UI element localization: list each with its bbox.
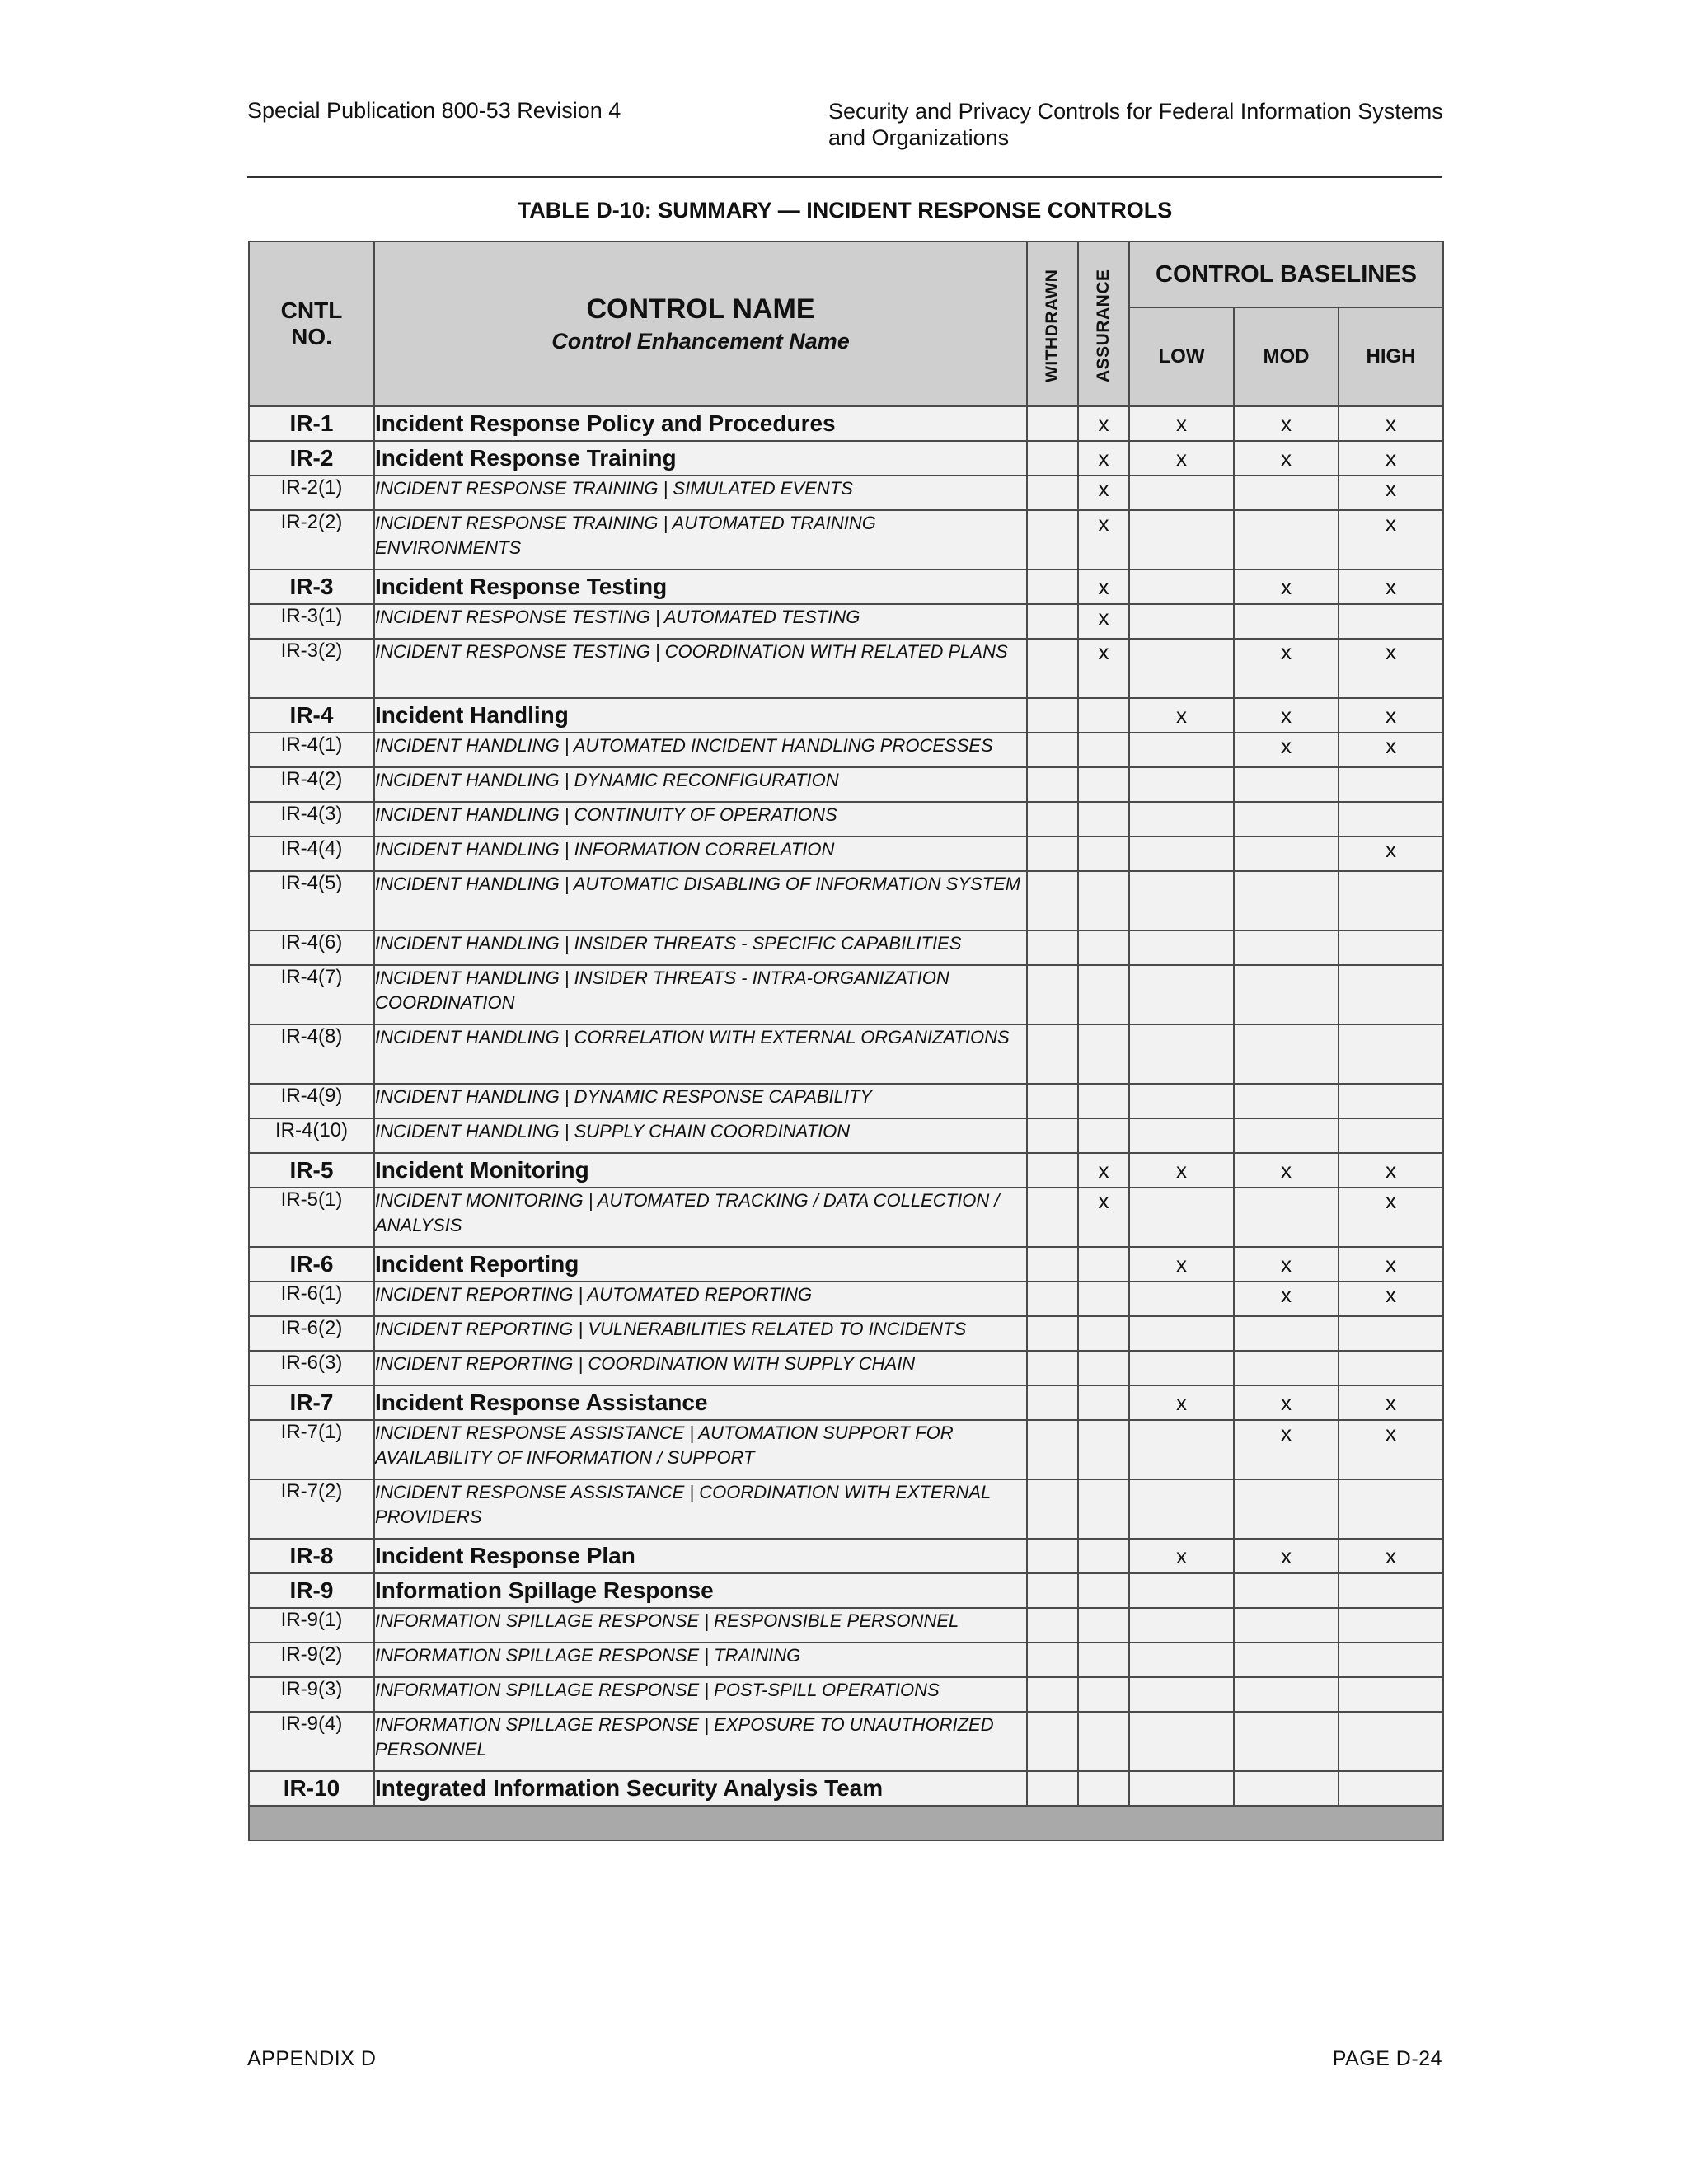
low-cell xyxy=(1129,1608,1234,1643)
low-cell xyxy=(1129,1479,1234,1539)
low-cell xyxy=(1129,476,1234,510)
control-row xyxy=(249,441,1443,476)
enhancement-row xyxy=(249,1118,1443,1153)
withdrawn-label: WITHDRAWN xyxy=(1043,269,1062,382)
control-name: Incident Reporting xyxy=(374,1247,1027,1282)
high-cell xyxy=(1339,1771,1443,1806)
low-cell xyxy=(1129,1643,1234,1677)
low-cell xyxy=(1129,837,1234,871)
control-id: IR-7(2) xyxy=(249,1479,374,1539)
mod-cell xyxy=(1234,1771,1339,1806)
low-cell xyxy=(1129,930,1234,965)
enhancement-name: INCIDENT MONITORING | AUTOMATED TRACKING / DATA COLLECTION / ANALYSIS xyxy=(374,1188,1027,1247)
table-title: TABLE D-10: SUMMARY — INCIDENT RESPONSE CONTROLS xyxy=(517,198,1173,223)
enhancement-row xyxy=(249,1643,1443,1677)
assurance-cell: x xyxy=(1078,1188,1129,1247)
enhancement-row xyxy=(249,510,1443,569)
control-row xyxy=(249,1573,1443,1608)
assurance-cell xyxy=(1078,837,1129,871)
assurance-cell xyxy=(1078,965,1129,1024)
withdrawn-cell xyxy=(1027,802,1078,837)
mod-cell xyxy=(1234,604,1339,639)
assurance-cell xyxy=(1078,767,1129,802)
mod-cell xyxy=(1234,767,1339,802)
mod-cell: x xyxy=(1234,1153,1339,1188)
control-name: Incident Response Testing xyxy=(374,569,1027,604)
control-name: Incident Handling xyxy=(374,698,1027,733)
high-cell: x xyxy=(1339,406,1443,441)
low-cell: x xyxy=(1129,441,1234,476)
enhancement-row xyxy=(249,1188,1443,1247)
low-cell xyxy=(1129,1282,1234,1316)
assurance-cell xyxy=(1078,698,1129,733)
high-cell: x xyxy=(1339,510,1443,569)
assurance-label: ASSURANCE xyxy=(1094,269,1113,382)
control-row xyxy=(249,406,1443,441)
enhancement-row xyxy=(249,1316,1443,1351)
enhancement-name: INCIDENT HANDLING | AUTOMATED INCIDENT HANDLING PROCESSES xyxy=(374,733,1027,767)
mod-cell xyxy=(1234,930,1339,965)
enhancement-name: INCIDENT RESPONSE ASSISTANCE | COORDINATION WITH EXTERNAL PROVIDERS xyxy=(374,1479,1027,1539)
high-cell xyxy=(1339,1351,1443,1385)
control-name: Integrated Information Security Analysis Team xyxy=(374,1771,1027,1806)
control-id: IR-2 xyxy=(249,441,374,476)
enhancement-row xyxy=(249,930,1443,965)
high-cell: x xyxy=(1339,476,1443,510)
high-cell: x xyxy=(1339,569,1443,604)
low-cell xyxy=(1129,965,1234,1024)
mod-cell xyxy=(1234,476,1339,510)
control-id: IR-1 xyxy=(249,406,374,441)
assurance-cell xyxy=(1078,1420,1129,1479)
control-name: Incident Response Assistance xyxy=(374,1385,1027,1420)
high-cell: x xyxy=(1339,1282,1443,1316)
assurance-cell xyxy=(1078,1024,1129,1084)
withdrawn-cell xyxy=(1027,406,1078,441)
high-cell xyxy=(1339,767,1443,802)
withdrawn-cell xyxy=(1027,1479,1078,1539)
assurance-cell xyxy=(1078,1677,1129,1712)
assurance-cell xyxy=(1078,1771,1129,1806)
control-id: IR-9(1) xyxy=(249,1608,374,1643)
column-header-control-baselines: CONTROL BASELINES xyxy=(1129,241,1443,307)
control-id: IR-6 xyxy=(249,1247,374,1282)
control-row xyxy=(249,1385,1443,1420)
control-id: IR-9(3) xyxy=(249,1677,374,1712)
assurance-cell xyxy=(1078,1643,1129,1677)
header-document-title xyxy=(828,98,1471,151)
header-divider xyxy=(247,176,1442,178)
low-cell: x xyxy=(1129,698,1234,733)
withdrawn-cell xyxy=(1027,510,1078,569)
control-id: IR-10 xyxy=(249,1771,374,1806)
enhancement-row xyxy=(249,871,1443,930)
column-header-assurance xyxy=(1078,241,1129,406)
enhancement-row xyxy=(249,965,1443,1024)
assurance-cell xyxy=(1078,1573,1129,1608)
assurance-cell xyxy=(1078,1712,1129,1771)
control-name-label: CONTROL NAME xyxy=(586,293,815,325)
assurance-cell: x xyxy=(1078,569,1129,604)
low-cell xyxy=(1129,733,1234,767)
low-cell xyxy=(1129,871,1234,930)
control-id: IR-4(6) xyxy=(249,930,374,965)
control-row xyxy=(249,569,1443,604)
enhancement-name: INCIDENT RESPONSE ASSISTANCE | AUTOMATION SUPPORT FOR AVAILABILITY OF INFORMATION / SUPPORT xyxy=(374,1420,1027,1479)
assurance-cell: x xyxy=(1078,406,1129,441)
enhancement-name: INCIDENT REPORTING | AUTOMATED REPORTING xyxy=(374,1282,1027,1316)
high-cell xyxy=(1339,1573,1443,1608)
assurance-cell xyxy=(1078,1479,1129,1539)
high-cell xyxy=(1339,1316,1443,1351)
control-id: IR-5 xyxy=(249,1153,374,1188)
mod-cell: x xyxy=(1234,639,1339,698)
mod-cell: x xyxy=(1234,733,1339,767)
mod-cell xyxy=(1234,1479,1339,1539)
mod-cell xyxy=(1234,1188,1339,1247)
mod-cell xyxy=(1234,1084,1339,1118)
mod-cell xyxy=(1234,1677,1339,1712)
mod-cell: x xyxy=(1234,406,1339,441)
control-row xyxy=(249,1153,1443,1188)
enhancement-row xyxy=(249,1677,1443,1712)
enhancement-name: INCIDENT HANDLING | AUTOMATIC DISABLING OF INFORMATION SYSTEM xyxy=(374,871,1027,930)
enhancement-name: INCIDENT RESPONSE TRAINING | SIMULATED EVENTS xyxy=(374,476,1027,510)
cntl-label-line1: CNTL xyxy=(280,298,343,323)
column-header-mod: MOD xyxy=(1234,307,1339,406)
low-cell xyxy=(1129,767,1234,802)
withdrawn-cell xyxy=(1027,639,1078,698)
control-name: Incident Monitoring xyxy=(374,1153,1027,1188)
controls-table xyxy=(248,241,1444,1841)
low-cell xyxy=(1129,1188,1234,1247)
withdrawn-cell xyxy=(1027,1351,1078,1385)
control-name: Incident Response Training xyxy=(374,441,1027,476)
withdrawn-cell xyxy=(1027,441,1078,476)
mod-cell xyxy=(1234,1024,1339,1084)
withdrawn-cell xyxy=(1027,1024,1078,1084)
assurance-cell: x xyxy=(1078,604,1129,639)
table-footer-bar xyxy=(249,1806,1443,1840)
mod-cell: x xyxy=(1234,1420,1339,1479)
control-row xyxy=(249,698,1443,733)
high-cell: x xyxy=(1339,1153,1443,1188)
control-id: IR-4 xyxy=(249,698,374,733)
high-cell xyxy=(1339,871,1443,930)
withdrawn-cell xyxy=(1027,1188,1078,1247)
control-id: IR-9(4) xyxy=(249,1712,374,1771)
low-cell xyxy=(1129,802,1234,837)
mod-cell xyxy=(1234,837,1339,871)
withdrawn-cell xyxy=(1027,767,1078,802)
assurance-cell xyxy=(1078,1247,1129,1282)
assurance-cell: x xyxy=(1078,441,1129,476)
mod-cell xyxy=(1234,1573,1339,1608)
high-cell xyxy=(1339,1677,1443,1712)
enhancement-row xyxy=(249,767,1443,802)
low-cell xyxy=(1129,1712,1234,1771)
mod-cell xyxy=(1234,1351,1339,1385)
low-cell: x xyxy=(1129,1385,1234,1420)
withdrawn-cell xyxy=(1027,733,1078,767)
withdrawn-cell xyxy=(1027,1153,1078,1188)
high-cell xyxy=(1339,802,1443,837)
control-id: IR-4(4) xyxy=(249,837,374,871)
mod-cell: x xyxy=(1234,569,1339,604)
assurance-cell xyxy=(1078,1385,1129,1420)
withdrawn-cell xyxy=(1027,1573,1078,1608)
control-id: IR-4(1) xyxy=(249,733,374,767)
control-id: IR-3 xyxy=(249,569,374,604)
table-footer-cell xyxy=(249,1806,1443,1840)
high-cell xyxy=(1339,1118,1443,1153)
enhancement-row xyxy=(249,639,1443,698)
mod-cell xyxy=(1234,965,1339,1024)
high-cell: x xyxy=(1339,441,1443,476)
high-cell: x xyxy=(1339,1385,1443,1420)
enhancement-name: INFORMATION SPILLAGE RESPONSE | EXPOSURE TO UNAUTHORIZED PERSONNEL xyxy=(374,1712,1027,1771)
assurance-cell: x xyxy=(1078,639,1129,698)
withdrawn-cell xyxy=(1027,1677,1078,1712)
enhancement-name: INFORMATION SPILLAGE RESPONSE | POST-SPILL OPERATIONS xyxy=(374,1677,1027,1712)
control-id: IR-4(2) xyxy=(249,767,374,802)
control-row xyxy=(249,1539,1443,1573)
enhancement-row xyxy=(249,1024,1443,1084)
control-id: IR-6(3) xyxy=(249,1351,374,1385)
enhancement-row xyxy=(249,1084,1443,1118)
mod-cell xyxy=(1234,802,1339,837)
low-cell: x xyxy=(1129,406,1234,441)
control-id: IR-3(1) xyxy=(249,604,374,639)
control-id: IR-6(1) xyxy=(249,1282,374,1316)
withdrawn-cell xyxy=(1027,1539,1078,1573)
cntl-label-line2: NO. xyxy=(291,324,332,349)
high-cell: x xyxy=(1339,733,1443,767)
mod-cell xyxy=(1234,1118,1339,1153)
high-cell: x xyxy=(1339,1539,1443,1573)
enhancement-name: INCIDENT REPORTING | VULNERABILITIES RELATED TO INCIDENTS xyxy=(374,1316,1027,1351)
control-row xyxy=(249,1247,1443,1282)
enhancement-name: INCIDENT HANDLING | CORRELATION WITH EXTERNAL ORGANIZATIONS xyxy=(374,1024,1027,1084)
withdrawn-cell xyxy=(1027,1608,1078,1643)
control-id: IR-9(2) xyxy=(249,1643,374,1677)
mod-cell: x xyxy=(1234,1539,1339,1573)
withdrawn-cell xyxy=(1027,1118,1078,1153)
control-name: Incident Response Policy and Procedures xyxy=(374,406,1027,441)
high-cell: x xyxy=(1339,698,1443,733)
low-cell xyxy=(1129,1677,1234,1712)
low-cell xyxy=(1129,1024,1234,1084)
enhancement-name: INCIDENT RESPONSE TESTING | COORDINATION WITH RELATED PLANS xyxy=(374,639,1027,698)
control-id: IR-2(2) xyxy=(249,510,374,569)
mod-cell: x xyxy=(1234,1247,1339,1282)
enhancement-name: INCIDENT REPORTING | COORDINATION WITH SUPPLY CHAIN xyxy=(374,1351,1027,1385)
header-title-line1: Security and Privacy Controls for Federal Information Systems xyxy=(828,99,1443,124)
control-id: IR-3(2) xyxy=(249,639,374,698)
high-cell xyxy=(1339,1479,1443,1539)
assurance-cell xyxy=(1078,733,1129,767)
withdrawn-cell xyxy=(1027,569,1078,604)
enhancement-name: INCIDENT HANDLING | DYNAMIC RESPONSE CAPABILITY xyxy=(374,1084,1027,1118)
high-cell xyxy=(1339,930,1443,965)
withdrawn-cell xyxy=(1027,1771,1078,1806)
high-cell xyxy=(1339,1084,1443,1118)
table-body xyxy=(249,406,1443,1840)
assurance-cell: x xyxy=(1078,510,1129,569)
column-header-low: LOW xyxy=(1129,307,1234,406)
withdrawn-cell xyxy=(1027,1084,1078,1118)
high-cell: x xyxy=(1339,1188,1443,1247)
high-cell xyxy=(1339,1608,1443,1643)
high-cell xyxy=(1339,1712,1443,1771)
mod-cell: x xyxy=(1234,1282,1339,1316)
low-cell xyxy=(1129,1420,1234,1479)
control-row xyxy=(249,1771,1443,1806)
low-cell xyxy=(1129,1084,1234,1118)
assurance-cell: x xyxy=(1078,476,1129,510)
control-id: IR-2(1) xyxy=(249,476,374,510)
low-cell: x xyxy=(1129,1539,1234,1573)
withdrawn-cell xyxy=(1027,871,1078,930)
high-cell xyxy=(1339,604,1443,639)
enhancement-row xyxy=(249,1479,1443,1539)
assurance-cell xyxy=(1078,871,1129,930)
control-id: IR-7 xyxy=(249,1385,374,1420)
control-id: IR-5(1) xyxy=(249,1188,374,1247)
mod-cell: x xyxy=(1234,698,1339,733)
withdrawn-cell xyxy=(1027,837,1078,871)
enhancement-name: INFORMATION SPILLAGE RESPONSE | RESPONSIBLE PERSONNEL xyxy=(374,1608,1027,1643)
enhancement-name: INCIDENT HANDLING | INFORMATION CORRELATION xyxy=(374,837,1027,871)
assurance-cell xyxy=(1078,1539,1129,1573)
table-header-row xyxy=(249,241,1443,307)
low-cell xyxy=(1129,639,1234,698)
enhancement-row xyxy=(249,1282,1443,1316)
low-cell xyxy=(1129,569,1234,604)
enhancement-name: INCIDENT HANDLING | INSIDER THREATS - INTRA-ORGANIZATION COORDINATION xyxy=(374,965,1027,1024)
control-name: Incident Response Plan xyxy=(374,1539,1027,1573)
mod-cell xyxy=(1234,1608,1339,1643)
control-id: IR-4(8) xyxy=(249,1024,374,1084)
withdrawn-cell xyxy=(1027,476,1078,510)
low-cell: x xyxy=(1129,1247,1234,1282)
withdrawn-cell xyxy=(1027,1385,1078,1420)
enhancement-row xyxy=(249,733,1443,767)
enhancement-row xyxy=(249,1608,1443,1643)
control-id: IR-8 xyxy=(249,1539,374,1573)
low-cell xyxy=(1129,1118,1234,1153)
mod-cell: x xyxy=(1234,441,1339,476)
enhancement-row xyxy=(249,802,1443,837)
column-header-withdrawn xyxy=(1027,241,1078,406)
footer-page-number: PAGE D-24 xyxy=(1332,2047,1442,2070)
enhancement-name: INCIDENT HANDLING | INSIDER THREATS - SPECIFIC CAPABILITIES xyxy=(374,930,1027,965)
low-cell xyxy=(1129,1771,1234,1806)
assurance-cell: x xyxy=(1078,1153,1129,1188)
assurance-cell xyxy=(1078,802,1129,837)
assurance-cell xyxy=(1078,930,1129,965)
assurance-cell xyxy=(1078,1316,1129,1351)
control-name: Information Spillage Response xyxy=(374,1573,1027,1608)
control-id: IR-4(7) xyxy=(249,965,374,1024)
enhancement-row xyxy=(249,604,1443,639)
footer-appendix: APPENDIX D xyxy=(247,2047,377,2070)
mod-cell xyxy=(1234,510,1339,569)
withdrawn-cell xyxy=(1027,1420,1078,1479)
control-id: IR-6(2) xyxy=(249,1316,374,1351)
enhancement-row xyxy=(249,1712,1443,1771)
enhancement-row xyxy=(249,1351,1443,1385)
header-publication: Special Publication 800-53 Revision 4 xyxy=(247,98,621,123)
assurance-cell xyxy=(1078,1118,1129,1153)
control-id: IR-4(9) xyxy=(249,1084,374,1118)
assurance-cell xyxy=(1078,1608,1129,1643)
control-id: IR-4(10) xyxy=(249,1118,374,1153)
enhancement-name: INCIDENT RESPONSE TESTING | AUTOMATED TESTING xyxy=(374,604,1027,639)
withdrawn-cell xyxy=(1027,1643,1078,1677)
header-title-line2: and Organizations xyxy=(828,125,1010,150)
high-cell xyxy=(1339,965,1443,1024)
low-cell xyxy=(1129,604,1234,639)
high-cell xyxy=(1339,1643,1443,1677)
column-header-control-name xyxy=(374,241,1027,406)
enhancement-row xyxy=(249,837,1443,871)
high-cell: x xyxy=(1339,1420,1443,1479)
low-cell xyxy=(1129,1351,1234,1385)
enhancement-row xyxy=(249,1420,1443,1479)
control-id: IR-4(3) xyxy=(249,802,374,837)
withdrawn-cell xyxy=(1027,1316,1078,1351)
mod-cell xyxy=(1234,1643,1339,1677)
withdrawn-cell xyxy=(1027,1282,1078,1316)
enhancement-name-label: Control Enhancement Name xyxy=(551,329,850,354)
high-cell: x xyxy=(1339,1247,1443,1282)
mod-cell xyxy=(1234,1712,1339,1771)
withdrawn-cell xyxy=(1027,698,1078,733)
withdrawn-cell xyxy=(1027,930,1078,965)
mod-cell xyxy=(1234,1316,1339,1351)
enhancement-name: INCIDENT HANDLING | SUPPLY CHAIN COORDINATION xyxy=(374,1118,1027,1153)
mod-cell xyxy=(1234,871,1339,930)
enhancement-name: INFORMATION SPILLAGE RESPONSE | TRAINING xyxy=(374,1643,1027,1677)
mod-cell: x xyxy=(1234,1385,1339,1420)
column-header-cntl-no xyxy=(249,241,374,406)
enhancement-name: INCIDENT HANDLING | DYNAMIC RECONFIGURATION xyxy=(374,767,1027,802)
high-cell xyxy=(1339,1024,1443,1084)
low-cell xyxy=(1129,1316,1234,1351)
low-cell: x xyxy=(1129,1153,1234,1188)
column-header-high: HIGH xyxy=(1339,307,1443,406)
enhancement-name: INCIDENT HANDLING | CONTINUITY OF OPERATIONS xyxy=(374,802,1027,837)
control-id: IR-9 xyxy=(249,1573,374,1608)
withdrawn-cell xyxy=(1027,604,1078,639)
assurance-cell xyxy=(1078,1282,1129,1316)
control-id: IR-7(1) xyxy=(249,1420,374,1479)
high-cell: x xyxy=(1339,837,1443,871)
withdrawn-cell xyxy=(1027,1712,1078,1771)
enhancement-row xyxy=(249,476,1443,510)
withdrawn-cell xyxy=(1027,1247,1078,1282)
control-id: IR-4(5) xyxy=(249,871,374,930)
enhancement-name: INCIDENT RESPONSE TRAINING | AUTOMATED TRAINING ENVIRONMENTS xyxy=(374,510,1027,569)
assurance-cell xyxy=(1078,1084,1129,1118)
low-cell xyxy=(1129,510,1234,569)
high-cell: x xyxy=(1339,639,1443,698)
assurance-cell xyxy=(1078,1351,1129,1385)
low-cell xyxy=(1129,1573,1234,1608)
withdrawn-cell xyxy=(1027,965,1078,1024)
